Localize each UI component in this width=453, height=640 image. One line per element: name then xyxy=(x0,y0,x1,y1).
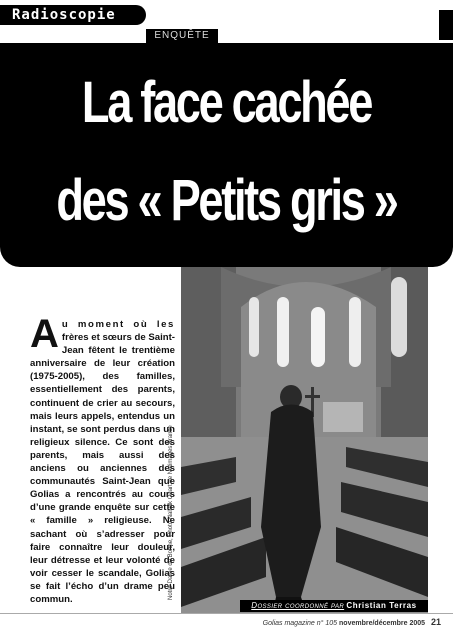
dossier-prefix: Dossier coordonné par xyxy=(251,601,345,610)
corner-decoration xyxy=(439,10,453,40)
footer-magazine: Golias magazine n° 105 xyxy=(262,620,338,627)
dropcap: A xyxy=(30,312,59,356)
article-lead: u moment où les xyxy=(61,319,175,330)
title-line-1: La face cachée xyxy=(81,70,372,135)
dossier-author: Christian Terras xyxy=(346,601,417,610)
section-header: Radioscopie xyxy=(0,5,146,25)
dossier-credit xyxy=(240,600,428,612)
article-body xyxy=(30,312,175,606)
page-number: 21 xyxy=(430,617,441,627)
photo-credit: Notre-Dame de Bonne, Photo Nalvak Quart de Notimages France xyxy=(168,425,174,600)
title-block xyxy=(0,43,453,267)
church-interior-illustration xyxy=(181,267,428,614)
church-photo xyxy=(181,267,428,614)
footer-date: novembre/décembre 2005 xyxy=(339,620,426,627)
rubrique-label: ENQUÊTE xyxy=(146,29,218,43)
title-line-2: des « Petits gris » xyxy=(56,168,397,233)
article-text: frères et sœurs de Saint-Jean fêtent le trentième anniversaire de leur création (1975-2005), des familles, essentiellement des parents, continuent de crier au secours, mais leurs appels, entendus un instant, se sont perdus dans un religieux silence. Ce sont des parents, mais aussi des anciens ou anciennes des communautés Saint-Jean que Golias a rencontrés au cours d’une grande enquête sur cette « famille » religieuse. Ne sachant où s’adresser pour faire connaître leur douleur, leur détresse et leur volonté de voir cesser le scandale, Golias se fait l’écho d’un drame peu commun. xyxy=(30,332,175,605)
footer-rule xyxy=(0,613,453,614)
page-footer xyxy=(263,617,441,627)
